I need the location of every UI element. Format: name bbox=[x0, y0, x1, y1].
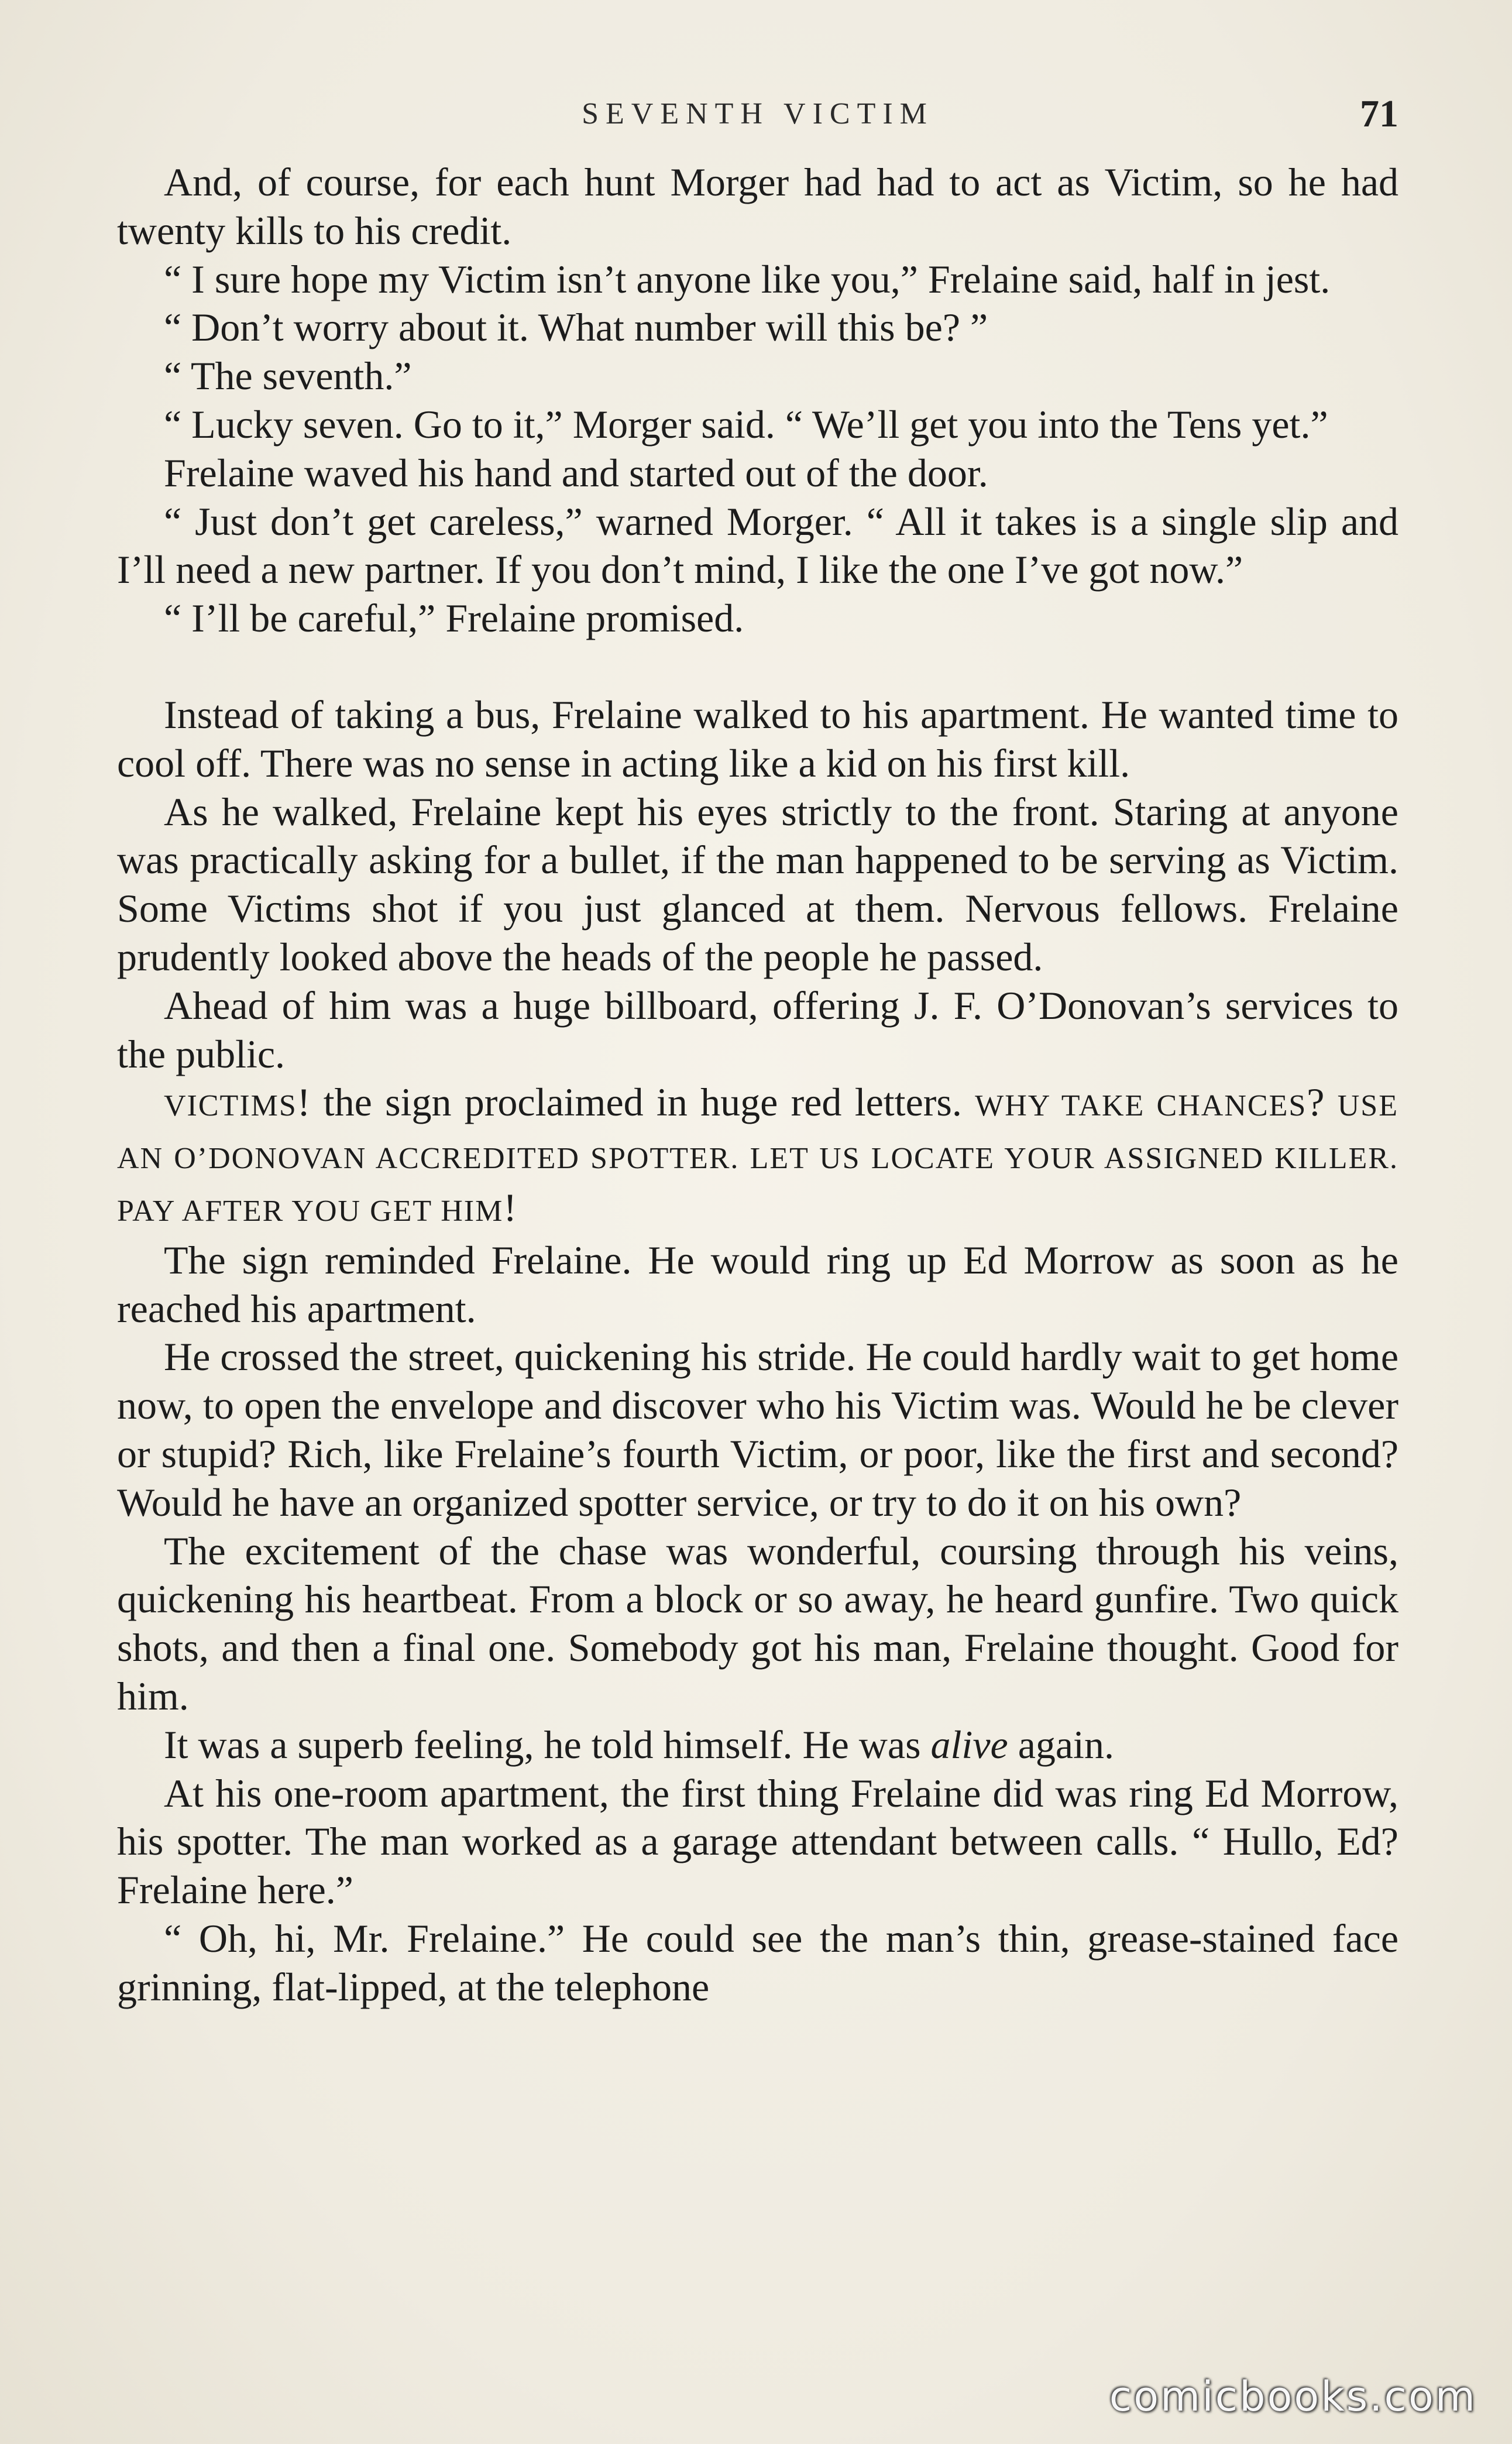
paragraph-5: “ Lucky seven. Go to it,” Morger said. “ We’ll get you into the Tens yet.” bbox=[164, 401, 1328, 447]
paragraph-7: “ Just don’t get careless,” warned Morger. “ All it takes is a single slip and I’ll need a new partner. If you don’t mind, I like the one I’ve got now.” bbox=[117, 499, 1398, 592]
alive-emphasis: alive bbox=[930, 1722, 1008, 1767]
paragraph-8: “ I’ll be careful,” Frelaine promised. bbox=[164, 596, 744, 641]
paragraph-1: And, of course, for each hunt Morger had had to act as Victim, so he had twenty kills to his credit. bbox=[117, 160, 1398, 253]
alive-after: again. bbox=[1008, 1722, 1114, 1767]
paragraph-9: Instead of taking a bus, Frelaine walked to his apartment. He wanted time to cool off. There was no sense in acting like a kid on his first kill. bbox=[117, 692, 1398, 785]
running-head: SEVENTH VICTIM bbox=[582, 97, 934, 131]
body-text bbox=[117, 158, 1398, 2011]
sign-narration-2: ? bbox=[1307, 1080, 1338, 1125]
paragraph-6: Frelaine waved his hand and started out of the door. bbox=[164, 450, 988, 495]
paragraph-2: “ I sure hope my Victim isn’t anyone like you,” Frelaine said, half in jest. bbox=[164, 256, 1331, 301]
sign-text-3: USE AN O’DONOVAN ACCREDITED SPOTTER. LET US LOCATE YOUR ASSIGNED KILLER. PAY AFTER YOU GET HIM bbox=[117, 1089, 1398, 1228]
alive-before: It was a superb feeling, he told himself. He was bbox=[164, 1722, 931, 1767]
paragraph-14: He crossed the street, quickening his stride. He could hardly wait to get home now, to open the envelope and discover who his Victim was. Would he be clever or stupid? Rich, like Frelaine’s fourth Victim, or poor, like the first and second? Would he have an organized spotter service, or try to do it on his own? bbox=[117, 1334, 1398, 1525]
paragraph-17: At his one-room apartment, the first thing Frelaine did was ring Ed Morrow, his spotter. The man worked as a garage attendant between calls. “ Hullo, Ed? Frelaine here.” bbox=[117, 1770, 1398, 1913]
paragraph-3: “ Don’t worry about it. What number will this be? ” bbox=[164, 305, 988, 350]
page-number: 71 bbox=[1360, 92, 1398, 135]
sign-text-1: VICTIMS bbox=[164, 1089, 297, 1123]
sign-narration-1: ! the sign proclaimed in huge red letters. bbox=[297, 1080, 975, 1125]
watermark: comicbooks.com bbox=[1109, 2373, 1477, 2421]
paragraph-11: Ahead of him was a huge billboard, offering J. F. O’Donovan’s services to the public. bbox=[117, 983, 1398, 1076]
sign-text-2: WHY TAKE CHANCES bbox=[975, 1089, 1307, 1123]
page-header bbox=[117, 92, 1398, 143]
paragraph-13: The sign reminded Frelaine. He would ring up Ed Morrow as soon as he reached his apartment. bbox=[117, 1237, 1398, 1331]
paragraph-18: “ Oh, hi, Mr. Frelaine.” He could see the man’s thin, grease-stained face grinning, flat-lipped, at the telephone bbox=[117, 1916, 1398, 2009]
paragraph-10: As he walked, Frelaine kept his eyes strictly to the front. Staring at anyone was practically asking for a bullet, if the man happened to be serving as Victim. Some Victims shot if you just glanced at them. Nervous fellows. Frelaine prudently looked above the heads of the people he passed. bbox=[117, 789, 1398, 979]
sign-paragraph bbox=[117, 1078, 1398, 1235]
paragraph-4: “ The seventh.” bbox=[164, 353, 412, 399]
paragraph-15: The excitement of the chase was wonderful, coursing through his veins, quickening his heartbeat. From a block or so away, he heard gunfire. Two quick shots, and then a final one. Somebody got his man, Frelaine thought. Good for him. bbox=[117, 1528, 1398, 1718]
sign-narration-3: ! bbox=[503, 1185, 517, 1230]
alive-paragraph bbox=[117, 1721, 1398, 1769]
